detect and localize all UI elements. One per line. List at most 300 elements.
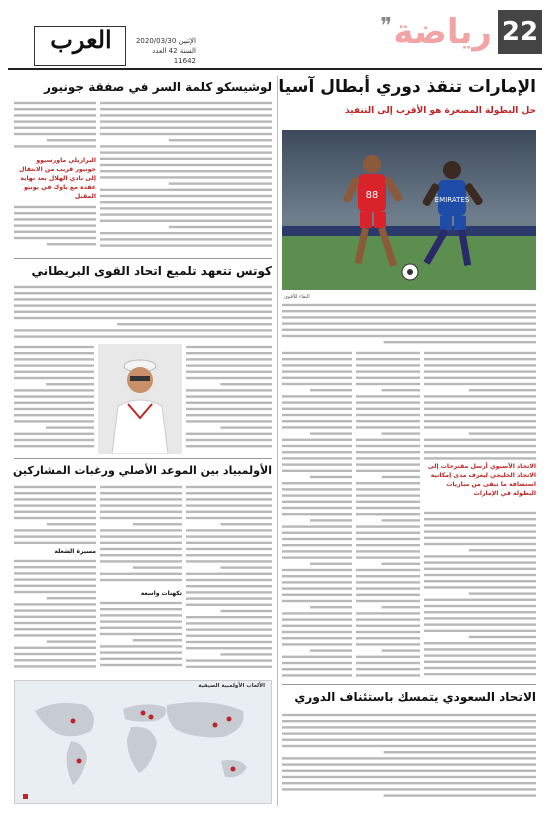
body-text-emirates-3 xyxy=(424,510,536,680)
text-line xyxy=(282,575,352,577)
text-line xyxy=(282,463,352,465)
text-line xyxy=(282,643,352,645)
text-line xyxy=(14,647,96,649)
body-text-olympics-1 xyxy=(186,484,272,674)
text-line xyxy=(46,426,94,428)
text-line xyxy=(186,414,272,416)
coach-photo-illustration xyxy=(98,344,182,454)
text-line xyxy=(282,507,352,509)
map-legend xyxy=(21,794,28,800)
text-line xyxy=(356,618,420,620)
text-line xyxy=(186,535,272,537)
text-line xyxy=(424,568,536,570)
text-line xyxy=(310,476,352,478)
text-line xyxy=(469,432,536,434)
text-line xyxy=(424,630,536,632)
text-line xyxy=(100,189,272,191)
text-line xyxy=(424,642,536,644)
text-line xyxy=(100,627,182,629)
text-line xyxy=(100,195,272,197)
text-line xyxy=(424,586,536,588)
text-line xyxy=(169,226,272,228)
world-map-illustration xyxy=(15,681,271,803)
text-line xyxy=(424,377,536,379)
text-line xyxy=(100,238,272,240)
text-line xyxy=(282,776,536,778)
text-line xyxy=(282,618,352,620)
text-line xyxy=(310,432,352,434)
text-line xyxy=(186,377,272,379)
text-lines xyxy=(14,100,96,152)
text-line xyxy=(186,591,272,593)
text-line xyxy=(186,445,272,447)
text-line xyxy=(356,612,420,614)
text-line xyxy=(14,145,96,147)
text-line xyxy=(14,504,96,506)
text-lines xyxy=(424,350,536,462)
text-line xyxy=(356,370,420,372)
text-line xyxy=(46,383,94,385)
text-line xyxy=(186,647,272,649)
body-text-olympics-2 xyxy=(100,484,182,588)
text-line xyxy=(282,451,352,453)
text-line xyxy=(282,569,352,571)
text-line xyxy=(282,408,352,410)
text-line xyxy=(186,408,272,410)
text-line xyxy=(356,662,420,664)
text-line xyxy=(310,563,352,565)
text-line xyxy=(356,358,420,360)
text-line xyxy=(282,594,352,596)
text-line xyxy=(220,523,272,525)
text-line xyxy=(282,494,352,496)
text-line xyxy=(100,133,272,135)
text-line xyxy=(282,745,536,747)
text-line xyxy=(282,625,352,627)
text-line xyxy=(186,579,272,581)
text-line xyxy=(14,389,94,391)
text-line xyxy=(282,482,352,484)
olympics-top-rule xyxy=(14,458,272,459)
pull-quote-emirates: الاتحاد الآسيوي أرسل مقترحات إلى الاتحاد الخليجي ليعرف مدى إمكانية استضافة ما تبقى من مباريات البطولة في الإمارات xyxy=(427,463,536,497)
text-line xyxy=(100,511,182,513)
text-line xyxy=(14,433,94,435)
text-line xyxy=(356,470,420,472)
text-line xyxy=(186,402,272,404)
text-line xyxy=(100,213,272,215)
text-line xyxy=(47,139,96,141)
header-rule xyxy=(8,68,542,70)
text-line xyxy=(469,592,536,594)
text-line xyxy=(356,463,420,465)
text-line xyxy=(356,575,420,577)
text-line xyxy=(282,304,536,306)
text-line xyxy=(14,133,96,135)
text-line xyxy=(186,504,272,506)
text-line xyxy=(282,401,352,403)
text-line xyxy=(424,611,536,613)
text-line xyxy=(14,127,96,129)
text-line xyxy=(14,395,94,397)
text-line xyxy=(356,532,420,534)
text-line xyxy=(356,631,420,633)
text-line xyxy=(382,649,420,651)
text-line xyxy=(100,529,182,531)
text-line xyxy=(382,563,420,565)
text-line xyxy=(356,457,420,459)
text-line xyxy=(382,432,420,434)
text-line xyxy=(282,581,352,583)
text-line xyxy=(220,566,272,568)
subhead-olympics: تكهنات واسعة xyxy=(140,590,182,597)
text-line xyxy=(14,420,94,422)
article-title-saudi: الاتحاد السعودي يتمسك باستئناف الدوري xyxy=(294,690,536,704)
saudi-top-rule xyxy=(282,684,536,685)
text-line xyxy=(14,665,96,667)
text-line xyxy=(424,420,536,422)
text-line xyxy=(186,628,272,630)
text-line xyxy=(282,335,536,337)
text-line xyxy=(356,482,420,484)
text-line xyxy=(424,352,536,354)
body-text-coutts-2 xyxy=(186,344,272,454)
text-line xyxy=(186,585,272,587)
text-line xyxy=(310,649,352,651)
text-line xyxy=(282,782,536,784)
photo-caption-emirates: البقاء للأقوى xyxy=(284,294,310,300)
text-line xyxy=(100,548,182,550)
text-line xyxy=(100,620,182,622)
text-line xyxy=(100,114,272,116)
text-line xyxy=(14,371,94,373)
text-line xyxy=(356,668,420,670)
text-line xyxy=(186,511,272,513)
text-line xyxy=(100,498,182,500)
text-line xyxy=(282,525,352,527)
text-line xyxy=(382,476,420,478)
text-line xyxy=(382,389,420,391)
text-line xyxy=(14,218,96,220)
text-lines xyxy=(282,302,536,346)
text-line xyxy=(282,488,352,490)
text-line xyxy=(424,617,536,619)
text-line xyxy=(14,408,94,410)
text-line xyxy=(282,739,536,741)
text-lines xyxy=(282,350,352,680)
text-line xyxy=(384,341,536,343)
text-line xyxy=(356,643,420,645)
text-line xyxy=(186,389,272,391)
article-title-joaquin: لوشيسكو كلمة السر في صفقة جونيور xyxy=(44,80,272,94)
text-line xyxy=(424,673,536,675)
text-line xyxy=(424,667,536,669)
text-line xyxy=(282,445,352,447)
text-line xyxy=(356,383,420,385)
text-line xyxy=(382,606,420,608)
text-line xyxy=(282,714,536,716)
text-line xyxy=(100,201,272,203)
text-line xyxy=(186,635,272,637)
text-line xyxy=(424,524,536,526)
text-line xyxy=(14,364,94,366)
text-line xyxy=(282,364,352,366)
text-line xyxy=(356,414,420,416)
text-line xyxy=(282,322,536,324)
text-line xyxy=(186,616,272,618)
text-line xyxy=(424,445,536,447)
text-line xyxy=(14,498,96,500)
text-line xyxy=(47,243,96,245)
text-line xyxy=(282,470,352,472)
text-line xyxy=(282,395,352,397)
text-line xyxy=(186,358,272,360)
text-line xyxy=(356,569,420,571)
text-line xyxy=(14,286,272,288)
text-line xyxy=(47,597,96,599)
text-line xyxy=(133,639,182,641)
body-text-saudi xyxy=(282,712,536,802)
text-line xyxy=(424,395,536,397)
text-line xyxy=(356,656,420,658)
text-line xyxy=(424,574,536,576)
text-line xyxy=(14,231,96,233)
subhead-torch: مسيرة الشعلة xyxy=(54,548,96,555)
text-line xyxy=(100,579,182,581)
text-line xyxy=(469,636,536,638)
text-line xyxy=(100,614,182,616)
text-line xyxy=(356,550,420,552)
text-line xyxy=(220,383,272,385)
article-title-olympics: الأولمبياد بين الموعد الأصلي ورغبات المشاركين xyxy=(12,464,272,477)
text-line xyxy=(186,371,272,373)
body-text-emirates-5 xyxy=(282,350,352,680)
text-line xyxy=(14,659,96,661)
text-line xyxy=(356,637,420,639)
text-line xyxy=(282,668,352,670)
text-line xyxy=(282,501,352,503)
text-line xyxy=(133,523,182,525)
text-line xyxy=(14,535,96,537)
issue-date: الإثنين 2020/03/30 xyxy=(135,37,196,45)
text-line xyxy=(282,720,536,722)
text-line xyxy=(100,542,182,544)
text-line xyxy=(47,640,96,642)
text-line xyxy=(14,298,272,300)
text-lines xyxy=(186,344,272,454)
text-line xyxy=(424,648,536,650)
text-line xyxy=(424,408,536,410)
text-line xyxy=(282,532,352,534)
text-line xyxy=(356,352,420,354)
text-line xyxy=(220,610,272,612)
body-text-olympics-5 xyxy=(14,558,96,674)
text-line xyxy=(282,550,352,552)
article-subtitle-emirates: حل البطولة المصغرة هو الأقرب إلى التنفيذ xyxy=(345,106,536,116)
text-line xyxy=(424,623,536,625)
text-line xyxy=(424,358,536,360)
text-line xyxy=(310,606,352,608)
text-line xyxy=(356,408,420,410)
text-line xyxy=(100,102,272,104)
text-line xyxy=(100,517,182,519)
text-line xyxy=(310,389,352,391)
text-line xyxy=(424,426,536,428)
text-line xyxy=(14,206,96,208)
text-line xyxy=(356,395,420,397)
text-line xyxy=(356,420,420,422)
text-line xyxy=(14,292,272,294)
article-photo-coutts xyxy=(98,344,182,454)
text-line xyxy=(282,674,352,676)
text-line xyxy=(356,625,420,627)
text-line xyxy=(169,139,272,141)
text-line xyxy=(100,207,272,209)
text-line xyxy=(282,426,352,428)
text-line xyxy=(424,599,536,601)
text-line xyxy=(424,401,536,403)
text-line xyxy=(282,414,352,416)
svg-text:88: 88 xyxy=(365,190,379,201)
text-line xyxy=(133,566,182,568)
text-line xyxy=(14,622,96,624)
text-lines xyxy=(424,510,536,680)
text-line xyxy=(282,383,352,385)
text-line xyxy=(282,439,352,441)
body-text-joaquin-1 xyxy=(100,100,272,252)
text-line xyxy=(356,507,420,509)
text-line xyxy=(100,127,272,129)
text-line xyxy=(186,573,272,575)
text-line xyxy=(100,145,272,147)
text-line xyxy=(14,445,94,447)
text-line xyxy=(14,358,94,360)
text-line xyxy=(356,674,420,676)
text-line xyxy=(424,580,536,582)
text-line xyxy=(186,395,272,397)
text-line xyxy=(356,513,420,515)
text-line xyxy=(424,457,536,459)
text-line xyxy=(356,525,420,527)
text-line xyxy=(186,439,272,441)
text-line xyxy=(14,317,272,319)
text-line xyxy=(282,544,352,546)
text-line xyxy=(186,666,272,668)
text-lines xyxy=(356,350,420,680)
text-line xyxy=(356,600,420,602)
text-line xyxy=(14,414,94,416)
text-line xyxy=(14,653,96,655)
text-line xyxy=(100,658,182,660)
text-line xyxy=(100,120,272,122)
text-line xyxy=(14,529,96,531)
text-line xyxy=(356,501,420,503)
body-text-emirates-4 xyxy=(356,350,420,680)
text-line xyxy=(282,316,536,318)
text-line xyxy=(356,401,420,403)
text-line xyxy=(14,108,96,110)
text-line xyxy=(186,346,272,348)
text-line xyxy=(220,426,272,428)
text-line xyxy=(424,451,536,453)
text-line xyxy=(186,498,272,500)
text-line xyxy=(100,608,182,610)
legend-red-marker xyxy=(23,794,28,799)
text-line xyxy=(100,492,182,494)
text-line xyxy=(424,537,536,539)
text-line xyxy=(100,176,272,178)
text-line xyxy=(356,377,420,379)
text-line xyxy=(282,763,536,765)
text-line xyxy=(424,383,536,385)
text-line xyxy=(310,519,352,521)
text-line xyxy=(100,535,182,537)
text-line xyxy=(14,237,96,239)
text-line xyxy=(186,364,272,366)
text-line xyxy=(169,182,272,184)
text-line xyxy=(469,549,536,551)
text-line xyxy=(14,634,96,636)
text-line xyxy=(356,594,420,596)
text-line xyxy=(356,426,420,428)
text-line xyxy=(14,120,96,122)
body-text-emirates-2 xyxy=(424,350,536,462)
text-line xyxy=(14,346,94,348)
text-line xyxy=(282,370,352,372)
text-line xyxy=(100,560,182,562)
text-line xyxy=(282,757,536,759)
text-line xyxy=(14,517,96,519)
text-lines xyxy=(14,558,96,674)
text-line xyxy=(186,641,272,643)
text-line xyxy=(356,538,420,540)
text-line xyxy=(186,548,272,550)
text-lines xyxy=(14,204,96,252)
text-line xyxy=(282,310,536,312)
text-line xyxy=(117,323,272,325)
text-line xyxy=(282,612,352,614)
text-lines xyxy=(100,600,182,674)
text-line xyxy=(100,220,272,222)
text-line xyxy=(424,543,536,545)
text-line xyxy=(186,517,272,519)
olympics-map xyxy=(14,680,272,804)
body-text-coutts-3 xyxy=(14,344,94,454)
text-line xyxy=(282,352,352,354)
article-title-coutts: كوتس تتعهد تلميع اتحاد القوى البريطاني xyxy=(31,264,272,278)
body-text-coutts-1 xyxy=(14,284,272,340)
text-lines xyxy=(100,100,272,252)
map-title: الألعاب الأولمبية الصيفية xyxy=(198,683,265,689)
body-text-joaquin-2 xyxy=(14,100,96,152)
text-line xyxy=(14,572,96,574)
text-line xyxy=(14,102,96,104)
text-line xyxy=(14,335,272,337)
text-line xyxy=(220,653,272,655)
body-text-emirates-1 xyxy=(282,302,536,346)
text-line xyxy=(14,492,96,494)
text-line xyxy=(424,605,536,607)
text-line xyxy=(100,232,272,234)
text-line xyxy=(14,560,96,562)
text-line xyxy=(282,513,352,515)
text-line xyxy=(356,494,420,496)
text-line xyxy=(14,212,96,214)
text-line xyxy=(356,451,420,453)
text-line xyxy=(14,224,96,226)
text-line xyxy=(282,457,352,459)
text-line xyxy=(186,529,272,531)
text-line xyxy=(282,358,352,360)
